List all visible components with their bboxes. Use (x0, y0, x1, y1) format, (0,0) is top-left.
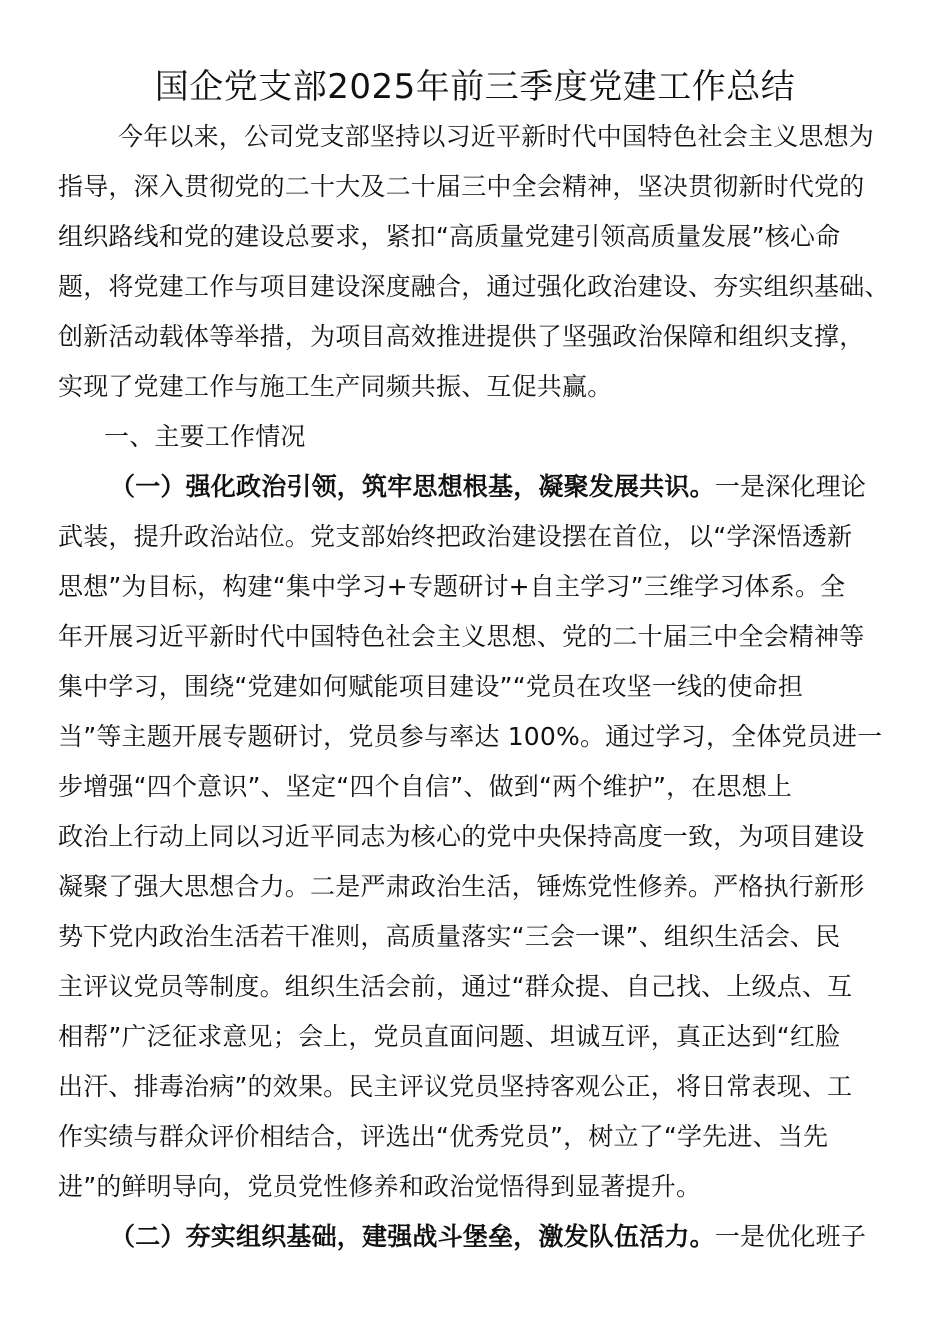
paragraph-line: 集中学习，围绕“党建如何赋能项目建设”“党员在攻坚一线的使命担 (58, 672, 804, 701)
paragraph-line: 政治上行动上同以习近平同志为核心的党中央保持高度一致，为项目建设 (58, 822, 865, 851)
paragraph-line: 进”的鲜明导向，党员党性修养和政治觉悟得到显著提升。 (58, 1172, 702, 1201)
paragraph-line: 思想”为目标，构建“集中学习+专题研讨+自主学习”三维学习体系。全 (58, 572, 846, 601)
paragraph-line: 势下党内政治生活若干准则，高质量落实“三会一课”、组织生活会、民 (58, 922, 841, 951)
paragraph-line: 主评议党员等制度。组织生活会前，通过“群众提、自己找、上级点、互 (58, 972, 853, 1001)
paragraph-line: 出汗、排毒治病”的效果。民主评议党员坚持客观公正，将日常表现、工 (58, 1072, 853, 1101)
subsection-heading-line: （一）强化政治引领，筑牢思想根基，凝聚发展共识。一是深化理论 (110, 472, 867, 501)
paragraph-line: 武装，提升政治站位。党支部始终把政治建设摆在首位，以“学深悟透新 (58, 522, 853, 551)
paragraph-line: 年开展习近平新时代中国特色社会主义思想、党的二十届三中全会精神等 (58, 622, 865, 651)
paragraph-line: 步增强“四个意识”、坚定“四个自信”、做到“两个维护”，在思想上 (58, 772, 793, 801)
subsection-heading-1: （一）强化政治引领，筑牢思想根基，凝聚发展共识。 (110, 472, 715, 501)
paragraph-line: 相帮”广泛征求意见；会上，党员直面问题、坦诚互评，真正达到“红脸 (58, 1022, 841, 1051)
paragraph-intro-line: 创新活动载体等举措，为项目高效推进提供了坚强政治保障和组织支撑， (58, 322, 865, 351)
paragraph-intro-line: 今年以来，公司党支部坚持以习近平新时代中国特色社会主义思想为 (118, 122, 875, 151)
paragraph-line: 凝聚了强大思想合力。二是严肃政治生活，锤炼党性修养。严格执行新形 (58, 872, 865, 901)
paragraph-line: 当”等主题开展专题研讨，党员参与率达 100%。通过学习，全体党员进一 (58, 722, 883, 751)
subsection-heading-line: （二）夯实组织基础，建强战斗堡垒，激发队伍活力。一是优化班子 (110, 1222, 867, 1251)
paragraph-intro-line: 题，将党建工作与项目建设深度融合，通过强化政治建设、夯实组织基础、 (58, 272, 890, 301)
paragraph-intro-line: 组织路线和党的建设总要求，紧扣“高质量党建引领高质量发展”核心命 (58, 222, 841, 251)
paragraph-intro-line: 实现了党建工作与施工生产同频共振、互促共赢。 (58, 372, 613, 401)
section-heading: 一、主要工作情况 (104, 422, 306, 451)
subsection-heading-2: （二）夯实组织基础，建强战斗堡垒，激发队伍活力。 (110, 1222, 715, 1251)
paragraph-intro-line: 指导，深入贯彻党的二十大及二十届三中全会精神，坚决贯彻新时代党的 (58, 172, 865, 201)
document-title: 国企党支部2025年前三季度党建工作总结 (154, 67, 796, 107)
paragraph-line: 作实绩与群众评价相结合，评选出“优秀党员”，树立了“学先进、当先 (58, 1122, 829, 1151)
